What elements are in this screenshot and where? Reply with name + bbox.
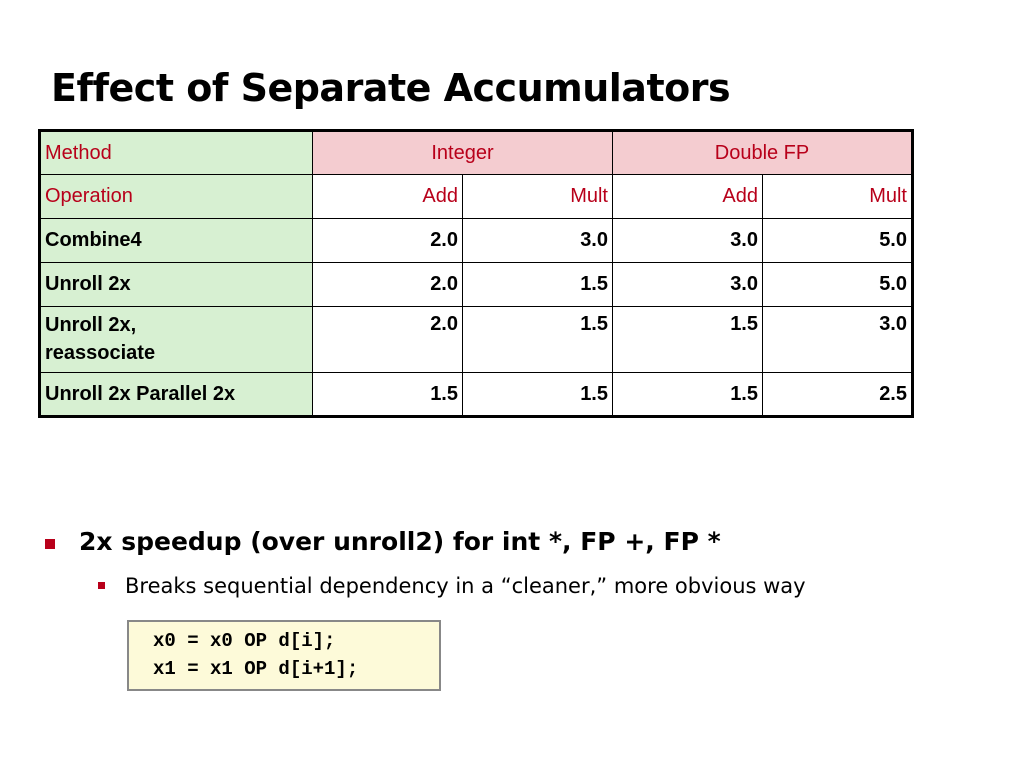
table-cell: 5.0 bbox=[763, 219, 913, 263]
table-row bbox=[40, 219, 913, 263]
table-cell: 1.5 bbox=[463, 373, 613, 417]
table-cell: 3.0 bbox=[613, 263, 763, 307]
table-cell: 3.0 bbox=[763, 307, 913, 373]
operation-header: Operation bbox=[40, 175, 313, 219]
row-method: Unroll 2x Parallel 2x bbox=[40, 373, 313, 417]
table-row bbox=[40, 307, 913, 373]
bullet-sub-text: Breaks sequential dependency in a “cleaner,” more obvious way bbox=[125, 574, 806, 598]
table-cell: 2.5 bbox=[763, 373, 913, 417]
square-bullet-icon bbox=[45, 539, 55, 549]
bullet-sub bbox=[98, 574, 806, 598]
table-cell: 1.5 bbox=[613, 373, 763, 417]
row-method-line2: reassociate bbox=[45, 342, 156, 364]
table-cell: 1.5 bbox=[613, 307, 763, 373]
performance-table bbox=[38, 129, 914, 418]
op-fp-mult: Mult bbox=[763, 175, 913, 219]
table-cell: 5.0 bbox=[763, 263, 913, 307]
method-header: Method bbox=[40, 131, 313, 175]
op-int-add: Add bbox=[313, 175, 463, 219]
table-cell: 1.5 bbox=[313, 373, 463, 417]
table-header-row bbox=[40, 131, 913, 175]
code-line-1: x0 = x0 OP d[i]; bbox=[153, 630, 336, 652]
bullet-main bbox=[45, 527, 721, 556]
operation-row bbox=[40, 175, 913, 219]
table-cell: 1.5 bbox=[463, 263, 613, 307]
table-row bbox=[40, 373, 913, 417]
row-method: Unroll 2x bbox=[40, 263, 313, 307]
op-int-mult: Mult bbox=[463, 175, 613, 219]
bullet-main-text: 2x speedup (over unroll2) for int *, FP +, FP * bbox=[79, 527, 721, 556]
row-method bbox=[40, 307, 313, 373]
table-cell: 3.0 bbox=[613, 219, 763, 263]
table-cell: 2.0 bbox=[313, 307, 463, 373]
table-cell: 3.0 bbox=[463, 219, 613, 263]
table-cell: 2.0 bbox=[313, 263, 463, 307]
page-title: Effect of Separate Accumulators bbox=[51, 66, 731, 110]
integer-header: Integer bbox=[313, 131, 613, 175]
double-fp-header: Double FP bbox=[613, 131, 913, 175]
op-fp-add: Add bbox=[613, 175, 763, 219]
row-method-line1: Unroll 2x, bbox=[45, 314, 137, 336]
code-box bbox=[127, 620, 441, 691]
row-method: Combine4 bbox=[40, 219, 313, 263]
square-bullet-icon bbox=[98, 582, 105, 589]
table-cell: 1.5 bbox=[463, 307, 613, 373]
code-line-2: x1 = x1 OP d[i+1]; bbox=[153, 658, 359, 680]
table-row bbox=[40, 263, 913, 307]
table-cell: 2.0 bbox=[313, 219, 463, 263]
